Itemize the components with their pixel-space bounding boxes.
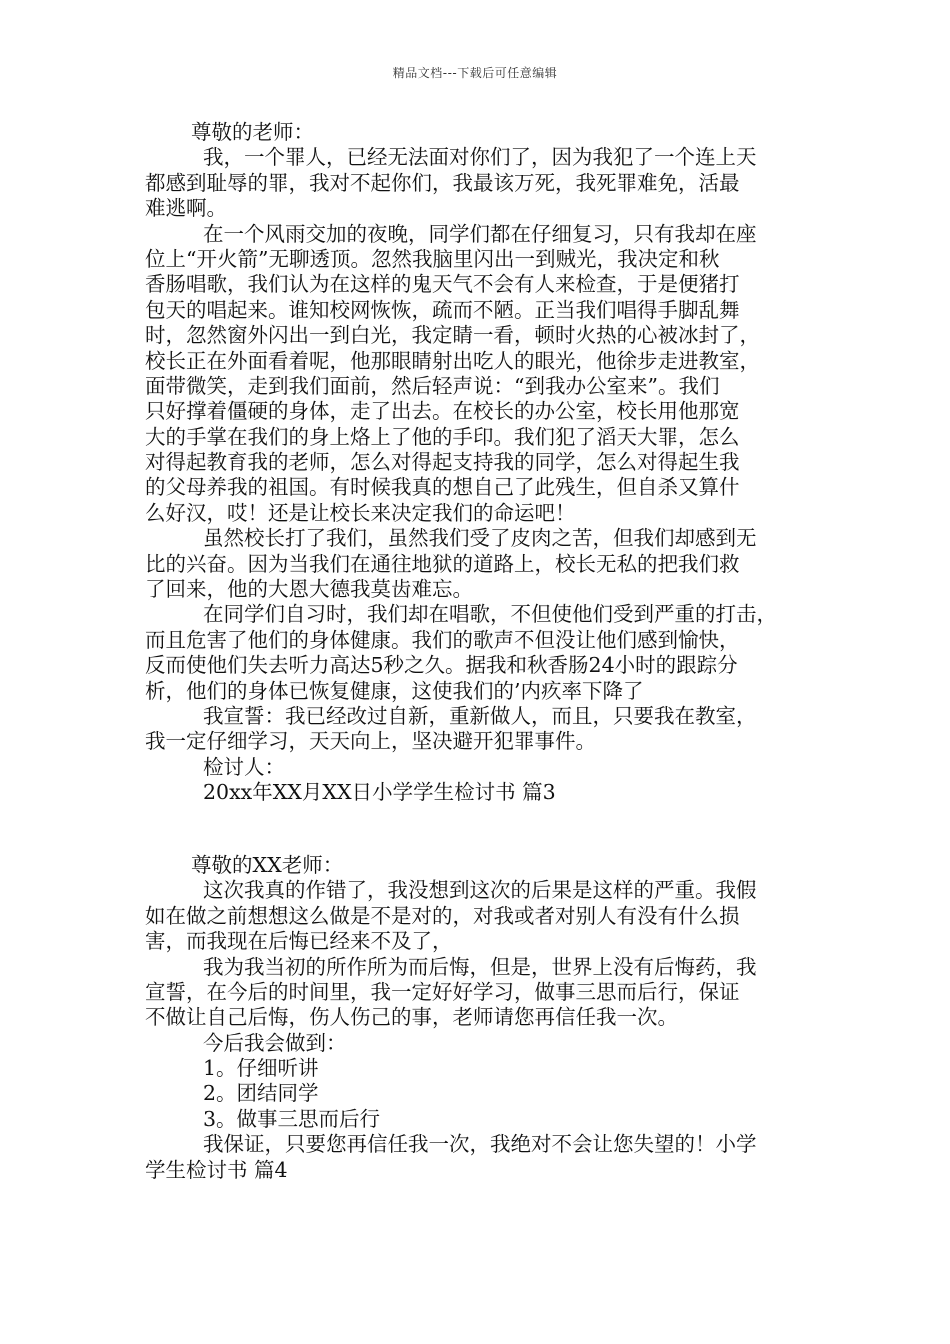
paragraph-line: 害，而我现在后悔已经来不及了， xyxy=(145,929,453,954)
paragraph-line: 香肠唱歌，我们认为在这样的鬼天气不会有人来检查，于是便猪打 xyxy=(145,272,740,297)
salutation: 尊敬的老师： xyxy=(191,120,314,144)
paragraph-line: 只好撑着僵硬的身体，走了出去。在校长的办公室，校长用他那宽 xyxy=(145,399,740,424)
paragraph-line: 么好汉，哎！还是让校长来决定我们的命运吧！ xyxy=(145,500,576,525)
paragraph-line: 比的兴奋。因为当我们在通往地狱的道路上，校长无私的把我们救 xyxy=(145,551,740,576)
paragraph-line: 位上“开火箭”无聊透顶。忽然我脑里闪出一到贼光，我决定和秋 xyxy=(145,246,720,271)
section-heading: 学生检讨书 篇4 xyxy=(145,1157,288,1182)
paragraph-line: 了回来，他的大恩大德我莫齿难忘。 xyxy=(145,577,473,602)
section-heading: 20xx年XX月XX日小学学生检讨书 篇3 xyxy=(203,780,556,805)
paragraph-line: 的父母养我的祖国。有时候我真的想自己了此残生，但自杀又算什 xyxy=(145,475,740,500)
paragraph-line: 宣誓，在今后的时间里，我一定好好学习，做事三思而后行，保证 xyxy=(145,979,740,1004)
paragraph-line: 都感到耻辱的罪，我对不起你们，我最该万死，我死罪难免，活最 xyxy=(145,170,740,195)
page-header: 精品文档---下载后可任意编辑 xyxy=(392,66,558,80)
document-body xyxy=(145,120,825,1183)
paragraph-line: 时，忽然窗外闪出一到白光，我定睛一看，顿时火热的心被冰封了， xyxy=(145,323,760,348)
blank-line xyxy=(145,806,825,831)
list-item: 3。做事三思而后行 xyxy=(203,1106,381,1131)
paragraph-line: 包天的唱起来。谁知校网恢恢，疏而不陋。正当我们唱得手脚乱舞 xyxy=(145,297,740,322)
paragraph-line: 大的手掌在我们的身上烙上了他的手印。我们犯了滔天大罪，怎么 xyxy=(145,424,740,449)
paragraph-line: 我，一个罪人，已经无法面对你们了，因为我犯了一个连上天 xyxy=(203,145,757,170)
paragraph-line: 在同学们自习时，我们却在唱歌，不但使他们受到严重的打击， xyxy=(203,602,777,627)
paragraph-line: 我一定仔细学习，天天向上，坚决避开犯罪事件。 xyxy=(145,729,596,754)
list-intro: 今后我会做到： xyxy=(203,1030,347,1055)
paragraph-line: 如在做之前想想这么做是不是对的，对我或者对别人有没有什么损 xyxy=(145,903,740,928)
paragraph-line: 析，他们的身体已恢复健康，这使我们的’内疚率下降了 xyxy=(145,678,644,703)
blank-line xyxy=(145,831,825,853)
paragraph-line: 校长正在外面看着呢，他那眼睛射出吃人的眼光，他徐步走进教室， xyxy=(145,348,760,373)
paragraph-line: 反而使他们失去听力高达5秒之久。据我和秋香肠24小时的跟踪分 xyxy=(145,653,738,678)
signature-label: 检讨人： xyxy=(203,754,285,779)
paragraph-line: 难逃啊。 xyxy=(145,196,227,221)
paragraph-line: 面带微笑，走到我们面前，然后轻声说：“到我办公室来”。我们 xyxy=(145,373,720,398)
paragraph-line: 虽然校长打了我们，虽然我们受了皮肉之苦，但我们却感到无 xyxy=(203,526,757,551)
list-item: 1。仔细听讲 xyxy=(203,1056,319,1081)
paragraph-line: 不做让自己后悔，伤人伤己的事，老师请您再信任我一次。 xyxy=(145,1005,678,1030)
paragraph-line: 在一个风雨交加的夜晚，同学们都在仔细复习，只有我却在座 xyxy=(203,221,757,246)
paragraph-line: 我保证，只要您再信任我一次，我绝对不会让您失望的！小学 xyxy=(203,1132,757,1157)
list-item: 2。团结同学 xyxy=(203,1081,319,1106)
salutation: 尊敬的XX老师： xyxy=(191,852,344,877)
paragraph-line: 而且危害了他们的身体健康。我们的歌声不但没让他们感到愉快， xyxy=(145,627,740,652)
paragraph-line: 我宣誓：我已经改过自新，重新做人，而且，只要我在教室， xyxy=(203,703,757,728)
paragraph-line: 对得起教育我的老师，怎么对得起支持我的同学，怎么对得起生我 xyxy=(145,450,740,475)
paragraph-line: 我为我当初的所作所为而后悔，但是，世界上没有后悔药，我 xyxy=(203,954,757,979)
paragraph-line: 这次我真的作错了，我没想到这次的后果是这样的严重。我假 xyxy=(203,878,757,903)
